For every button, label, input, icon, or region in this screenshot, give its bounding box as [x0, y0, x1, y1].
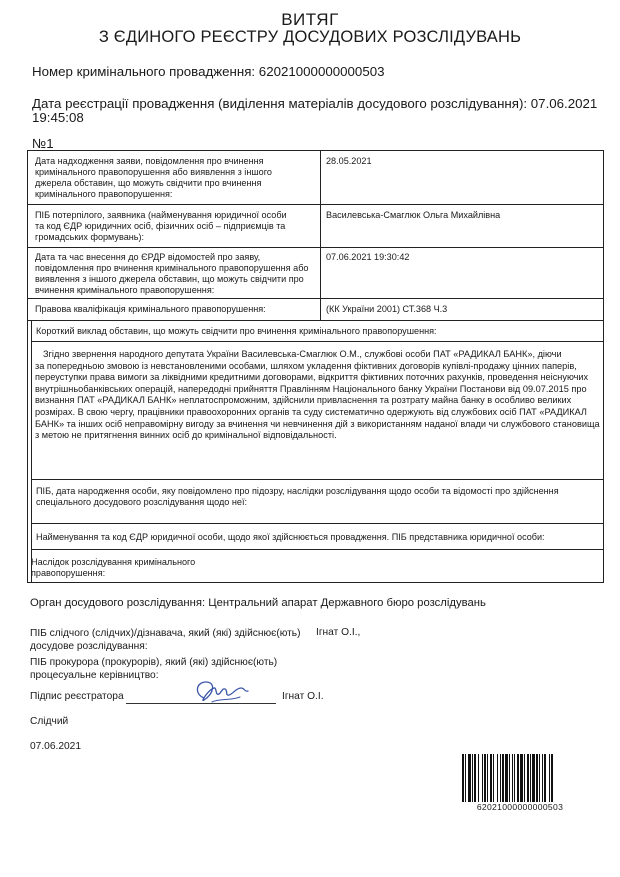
inner-left-border	[31, 320, 32, 583]
row-label-qualification: Правова кваліфікація кримінального правопорушення:	[35, 304, 266, 314]
barcode-bar	[514, 754, 515, 802]
barcode-bar	[512, 754, 513, 802]
barcode-bar	[544, 754, 546, 802]
prosecutor-label: ПІБ прокурора (прокурорів), який (які) здійснює(ють) процесуальне керівництво:	[30, 657, 278, 681]
barcode-bar	[539, 754, 540, 802]
barcode-bar	[551, 754, 553, 802]
row-value-qualification: (КК України 2001) СТ.368 Ч.3	[326, 304, 448, 314]
summary-label: Короткий виклад обставин, що можуть свідчити про вчинення кримінального правопорушення:	[36, 326, 437, 336]
signature-name: Ігнат О.І.	[282, 691, 324, 702]
barcode-bar	[482, 754, 483, 802]
registration-date-line1: Дата реєстрації провадження (виділення матеріалів досудового розслідування): 07.06.2021	[32, 96, 598, 111]
case-number: Номер кримінального провадження: 62021000000000503	[32, 64, 385, 79]
row-divider	[27, 247, 604, 248]
row-value-entry-datetime: 07.06.2021 19:30:42	[326, 252, 410, 262]
barcode-number: 62021000000000503	[476, 802, 564, 812]
barcode	[462, 754, 578, 802]
barcode-bar	[493, 754, 494, 802]
position: Слідчий	[30, 716, 69, 727]
document-title: ВИТЯГ	[281, 10, 339, 29]
barcode-bar	[509, 754, 510, 802]
investigator-label: ПІБ слідчого (слідчих)/дізнавача, який (які) здійснює(ють) досудове розслідування:	[30, 628, 301, 652]
row-label-application-date: Дата надходження заяви, повідомлення про вчинення кримінального правопорушення або виявлення з іншого джерела обставин, що можуть свідчити про вчинення кримінального правопорушення:	[35, 156, 272, 199]
row-divider	[27, 320, 604, 321]
barcode-bar	[490, 754, 492, 802]
row-value-victim: Василевська-Смаглюк Ольга Михайлівна	[326, 210, 501, 220]
barcode-bar	[527, 754, 529, 802]
barcode-bar	[478, 754, 479, 802]
row-divider	[31, 479, 604, 480]
barcode-bar	[536, 754, 538, 802]
row-divider	[27, 204, 604, 205]
barcode-bar	[549, 754, 550, 802]
barcode-bar	[517, 754, 519, 802]
barcode-bar	[500, 754, 501, 802]
barcode-bar	[530, 754, 531, 802]
signature-label: Підпис реєстратора	[30, 691, 124, 702]
document-subtitle: З ЄДИНОГО РЕЄСТРУ ДОСУДОВИХ РОЗСЛІДУВАНЬ	[98, 28, 522, 46]
row-divider	[31, 523, 604, 524]
barcode-bar	[472, 754, 473, 802]
legal-entity-label: Найменування та код ЄДР юридичної особи, щодо якої здійснюється провадження. ПІБ представника юридичної особи:	[36, 532, 545, 542]
row-label-victim: ПІБ потерпілого, заявника (найменування юридичної особи та код ЄДР юридичних осіб, фізичних осіб – підприємців та громадських формувань):	[35, 210, 287, 242]
summary-text: Згідно звернення народного депутата України Василевська-Смаглюк О.М., службові особи ПАТ «РАДИКАЛ БАНК», діючи за попередньою змовою із невстановленими особами, шляхом укладення фіктивних договорів купівлі-продажу цінних паперів, переуступки права вимоги за ліквідними кредитними договорами, відкриття фіктивних поточних рахунків, проведення неіснуючих внутрішньобанківських операцій, напередодні прийняття Правлінням Національного банку України Постанови від 09.07.2015 про визнання ПАТ «РАДИКАЛ БАНК» неплатоспроможним, здійснили привласнення та розтрату майна банку в особливо великих розмірах. В свою чергу, працівники правоохоронних органів та суду систематично одержують від службових осіб ПАТ «РАДИКАЛ БАНК» та інших осіб неправомірну вигоду за вчинення чи невчинення дій з використанням наданої влади чи службового становища з метою не притягнення винних осіб до кримінальної відповідальності.	[35, 349, 600, 441]
registrar-signature	[190, 676, 256, 708]
suspect-info-label: ПІБ, дата народження особи, яку повідомлено про підозру, наслідки розслідування щодо особи та відомості про здійснення спеціального досудового розслідування щодо неї:	[36, 486, 559, 507]
barcode-bar	[532, 754, 535, 802]
barcode-bar	[487, 754, 488, 802]
document-date: 07.06.2021	[30, 741, 81, 752]
barcode-bar	[520, 754, 523, 802]
row-divider	[31, 341, 604, 342]
row-value-application-date: 28.05.2021	[326, 156, 372, 166]
barcode-bar	[474, 754, 476, 802]
investigator-value: Ігнат О.І.,	[316, 627, 361, 638]
barcode-bar	[465, 754, 466, 802]
barcode-bar	[524, 754, 525, 802]
barcode-bar	[505, 754, 508, 802]
row-divider	[27, 298, 604, 299]
barcode-bar	[542, 754, 543, 802]
row-divider	[31, 549, 604, 550]
record-number: №1	[32, 136, 54, 151]
barcode-bar	[484, 754, 486, 802]
barcode-bar	[468, 754, 471, 802]
barcode-bar	[462, 754, 464, 802]
barcode-bar	[502, 754, 504, 802]
row-label-entry-datetime: Дата та час внесення до ЄРДР відомостей про заяву, повідомлення про вчинення кримінального правопорушення або виявлення з іншого джерела обставин, що можуть свідчити про вчинення кримінального правопорушення:	[35, 252, 309, 295]
barcode-bar	[497, 754, 498, 802]
registration-date-line2: 19:45:08	[32, 110, 84, 125]
table-column-divider	[320, 150, 321, 320]
investigation-organ: Орган досудового розслідування: Центральний апарат Державного бюро розслідувань	[30, 597, 486, 609]
investigation-result-label: Наслідок розслідування кримінального правопорушення:	[31, 557, 196, 578]
